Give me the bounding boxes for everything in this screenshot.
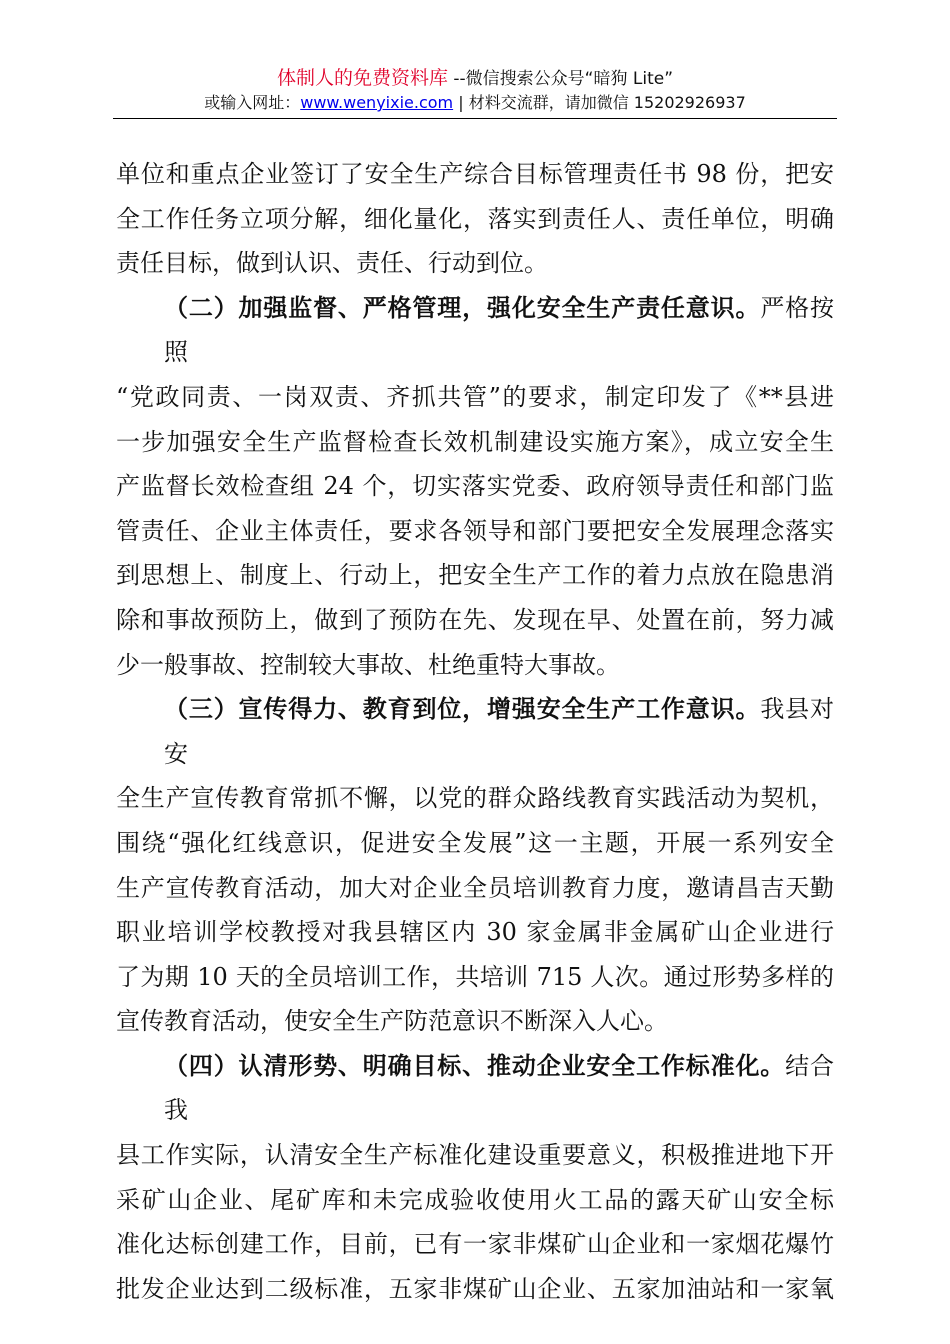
text-line: 围绕“强化红线意识，促进安全发展”这一主题，开展一系列安全 [116,828,834,857]
text-line: 准化达标创建工作，目前，已有一家非煤矿山企业和一家烟花爆竹 [116,1230,834,1259]
text-line: 除和事故预防上，做到了预防在先、发现在早、处置在前，努力减 [116,605,834,634]
text-line: 一步加强安全生产监督检查长效机制建设实施方案》，成立安全生 [116,427,834,456]
header-tagline: --微信搜索公众号“暗狗 Lite” [448,69,674,89]
text-line: 产监督长效检查组 24 个，切实落实党委、政府领导责任和部门监 [116,472,834,501]
text-line: 县工作实际，认清安全生产标准化建设重要意义，积极推进地下开 [116,1141,834,1170]
paragraph-4 [116,1044,834,1312]
paragraph-1 [116,152,834,286]
text-line: “党政同责、一岗双责、齐抓共管”的要求，制定印发了《**县进 [116,382,834,411]
text-line: 管责任、企业主体责任，要求各领导和部门要把安全发展理念落实 [116,516,834,545]
contact-info: | 材料交流群，请加微信 15202926937 [453,93,746,112]
text-line: 责任目标，做到认识、责任、行动到位。 [116,249,548,278]
url-prefix: 或输入网址： [204,93,301,112]
text-line: （二）加强监督、严格管理，强化安全生产责任意识。严格按照 [164,292,835,367]
text-line: 单位和重点企业签订了安全生产综合目标管理责任书 98 份，把安 [116,160,834,188]
section-heading-4: （四）认清形势、明确目标、推动企业安全工作标准化。 [164,1050,786,1080]
text-line: 宣传教育活动，使安全生产防范意识不断深入人心。 [116,1007,668,1036]
text-line: 生产宣传教育活动，加大对企业全员培训教育力度，邀请昌吉天勤 [116,873,834,902]
header-contact-line [113,91,837,115]
page-header [113,66,837,115]
text-line: （四）认清形势、明确目标、推动企业安全工作标准化。结合我 [164,1050,835,1125]
website-link[interactable]: www.wenyixie.com [300,93,454,112]
text-line: 采矿山企业、尾矿库和未完成验收使用火工品的露天矿山安全标 [116,1185,834,1214]
header-title-line [113,66,837,91]
document-body [116,152,834,1311]
paragraph-3 [116,687,834,1044]
paragraph-2 [116,286,834,687]
text-line: 职业培训学校教授对我县辖区内 30 家金属非金属矿山企业进行 [116,918,834,947]
brand-name: 体制人的免费资料库 [276,67,448,89]
text-line: 了为期 10 天的全员培训工作，共培训 715 人次。通过形势多样的 [116,962,834,991]
text-line: （三）宣传得力、教育到位，增强安全生产工作意识。我县对安 [164,694,835,768]
text-line: 批发企业达到二级标准，五家非煤矿山企业、五家加油站和一家氧 [116,1274,834,1303]
text-line: 全工作任务立项分解，细化量化，落实到责任人、责任单位，明确 [116,204,834,233]
header-divider [113,118,837,119]
text-line: 到思想上、制度上、行动上，把安全生产工作的着力点放在隐患消 [116,561,834,590]
section-heading-3: （三）宣传得力、教育到位，增强安全生产工作意识。 [164,694,761,724]
text-line: 全生产宣传教育常抓不懈，以党的群众路线教育实践活动为契机， [116,784,834,813]
section-heading-2: （二）加强监督、严格管理，强化安全生产责任意识。 [164,292,761,322]
text-line: 少一般事故、控制较大事故、杜绝重特大事故。 [116,650,620,679]
